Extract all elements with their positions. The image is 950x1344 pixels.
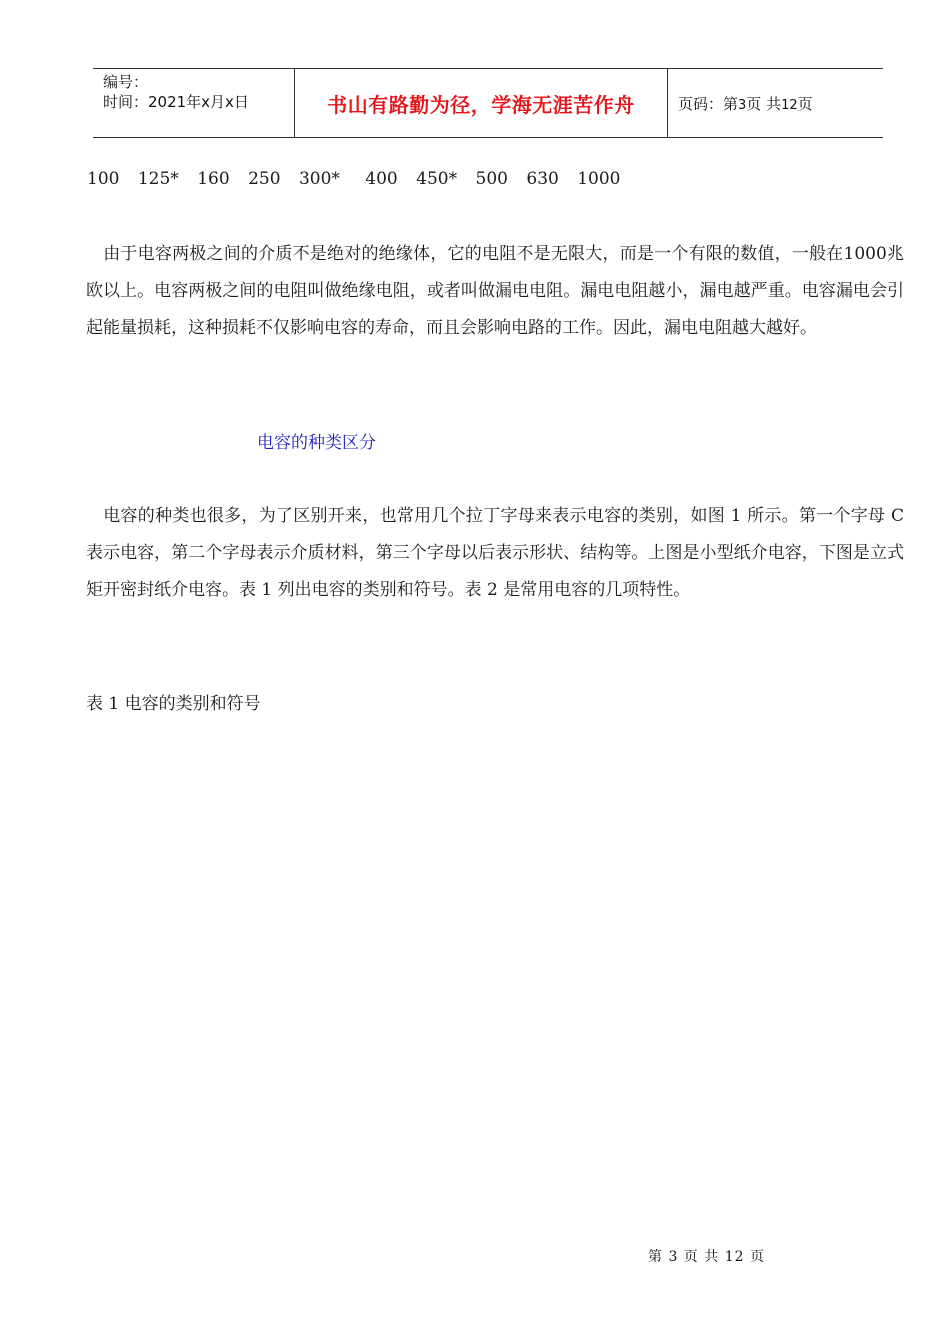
table-caption: 表 1 电容的类别和符号: [86, 694, 261, 714]
value-item: 250: [248, 169, 281, 189]
value-item: 160: [197, 169, 230, 189]
paragraph2-text: 电容的种类也很多，为了区别开来，也常用几个拉丁字母来表示电容的类别，如图 1 所示。第一个字母 C 表示电容，第二个字母表示介质材料，第三个字母以后表示形状、结构等。上图是小型纸介电容，下图是立式矩开密封纸介电容。表 1 列出电容的类别和符号。表 2 是常用电容的几项特性。: [86, 506, 904, 600]
page-code-prefix: 页码：第: [678, 94, 739, 113]
document-time-label: 时间：2021年x月x日: [103, 93, 249, 111]
document-header: [93, 68, 883, 138]
section-title: 电容的种类区分: [257, 433, 376, 453]
value-item: 300*: [298, 169, 340, 189]
insulation-resistance-paragraph: [86, 236, 904, 347]
header-motto: 书山有路勤为径，学海无涯苦作舟: [327, 92, 635, 117]
page-footer: 第 3 页 共 12 页: [648, 1249, 765, 1265]
page-total: 12: [781, 97, 798, 113]
value-item: 450*: [416, 169, 458, 189]
value-item: 125*: [137, 169, 179, 189]
header-motto-cell: [295, 69, 668, 137]
page-code-middle: 页 共: [746, 94, 782, 113]
paragraph1-text: 由于电容两极之间的介质不是绝对的绝缘体，它的电阻不是无限大，而是一个有限的数值，一般在1000兆欧以上。电容两极之间的电阻叫做绝缘电阻，或者叫做漏电电阻。漏电电阻越小，漏电越严重。电容漏电会引起能量损耗，这种损耗不仅影响电容的寿命，而且会影响电路的工作。因此，漏电电阻越大越好。: [86, 244, 904, 338]
header-page-cell: [668, 69, 883, 137]
value-item: 400: [365, 169, 398, 189]
capacitor-types-paragraph: [86, 498, 904, 609]
value-item: 630: [526, 169, 559, 189]
page-current: 3: [738, 97, 747, 113]
value-item: 500: [475, 169, 508, 189]
rated-voltage-values: [87, 169, 634, 189]
value-item: 1000: [577, 169, 621, 189]
page-code: [678, 93, 813, 114]
document-number-label: 编号：: [103, 73, 149, 91]
header-info-cell: [93, 69, 295, 137]
page-code-suffix: 页: [797, 94, 813, 113]
value-item: 100: [87, 169, 120, 189]
